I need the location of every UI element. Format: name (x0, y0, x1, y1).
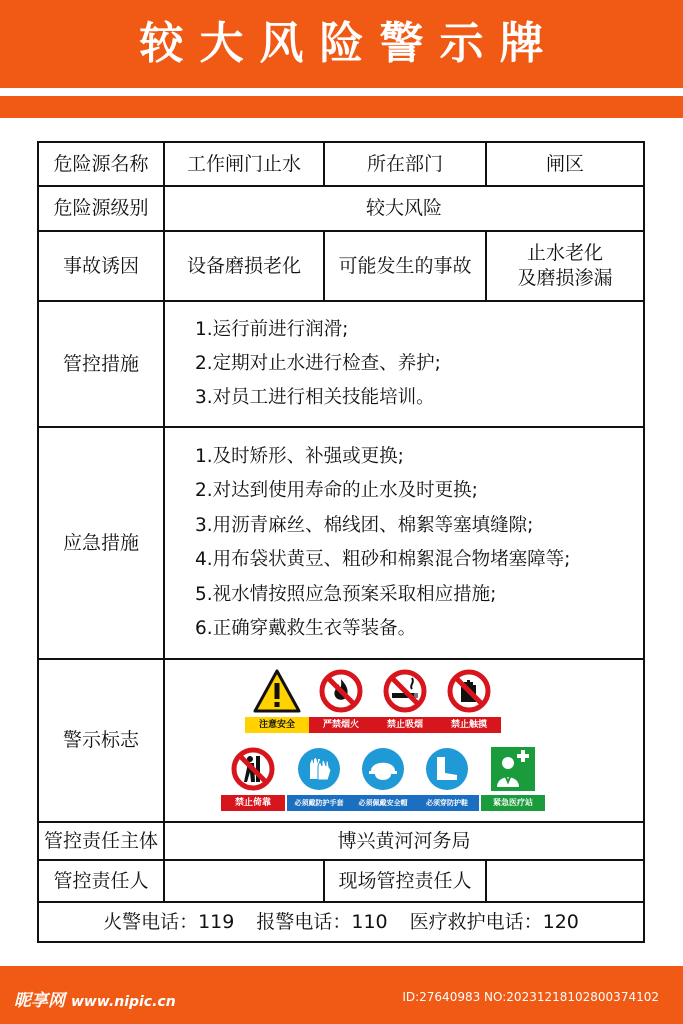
sign-helmet-label: 必须佩戴安全帽 (351, 795, 415, 811)
responsible-entity-value: 博兴黄河河务局 (165, 823, 643, 861)
sign-no-leaning-label: 禁止倚靠 (221, 795, 285, 811)
possible-accident-line1: 止水老化 (526, 242, 603, 264)
list-item: 2.对达到使用寿命的止水及时更换; (195, 480, 478, 501)
emergency-list (165, 428, 643, 660)
list-item: 6.正确穿戴救生衣等装备。 (195, 618, 417, 639)
hazard-name-value: 工作闸门止水 (165, 143, 325, 187)
gloves-icon (296, 746, 342, 792)
header-band (0, 0, 683, 88)
warning-signs-label: 警示标志 (39, 660, 165, 823)
site-person-value (487, 861, 643, 903)
list-item: 1.运行前进行润滑; (195, 319, 349, 340)
list-item: 2.定期对止水进行检查、养护; (195, 353, 441, 374)
list-item: 3.用沥青麻丝、棉线团、棉絮等塞填缝隙; (195, 514, 534, 536)
cause-value: 设备磨损老化 (165, 232, 325, 302)
sign-no-leaning (221, 746, 285, 811)
sign-caution-label: 注意安全 (245, 717, 309, 733)
sign-gloves-label: 必须戴防护手套 (287, 795, 351, 811)
sign-no-fire (309, 668, 373, 733)
list-item: 5.视水情按照应急预案采取相应措施; (195, 583, 497, 605)
possible-accident-label: 可能发生的事故 (325, 232, 487, 302)
watermark (14, 986, 176, 1011)
warning-signs-panel (165, 660, 643, 823)
no-smoking-icon (382, 668, 428, 714)
cause-label: 事故诱因 (39, 232, 165, 302)
emergency-phones (39, 903, 643, 941)
caution-triangle-icon (252, 668, 302, 714)
fire-phone: 火警电话：119 (103, 910, 235, 933)
responsible-person-value (165, 861, 325, 903)
sign-helmet (351, 746, 415, 811)
hazard-name-label: 危险源名称 (39, 143, 165, 187)
control-label: 管控措施 (39, 302, 165, 428)
sign-boots-label: 必须穿防护鞋 (415, 795, 479, 811)
boots-icon (424, 746, 470, 792)
no-touch-icon (446, 668, 492, 714)
level-value: 较大风险 (165, 187, 643, 232)
list-item: 4.用布袋状黄豆、粗砂和棉絮混合物堵塞障等; (195, 549, 571, 570)
site-person-label: 现场管控责任人 (325, 861, 487, 903)
possible-accident-value (487, 232, 643, 302)
sign-gloves (287, 746, 351, 811)
sign-no-touch (437, 668, 501, 733)
list-item: 3.对员工进行相关技能培训。 (195, 387, 435, 408)
sign-no-fire-label: 严禁烟火 (309, 717, 373, 733)
page-title: 较大风险警示牌 (139, 18, 560, 69)
medical-station-icon (490, 746, 536, 792)
emergency-label: 应急措施 (39, 428, 165, 660)
control-list (165, 302, 643, 428)
sign-medical-station (481, 746, 545, 811)
no-fire-icon (318, 668, 364, 714)
medical-phone: 医疗救护电话：120 (409, 910, 579, 933)
header-stripe (0, 96, 683, 118)
sign-medical-station-label: 紧急医疗站 (481, 795, 545, 811)
level-label: 危险源级别 (39, 187, 165, 232)
department-label: 所在部门 (325, 143, 487, 187)
sign-no-smoking-label: 禁止吸烟 (373, 717, 437, 733)
watermark-brand: 昵享网 (14, 991, 65, 1011)
risk-table (37, 141, 645, 943)
helmet-icon (360, 746, 406, 792)
sign-no-touch-label: 禁止触摸 (437, 717, 501, 733)
sign-boots (415, 746, 479, 811)
responsible-person-label: 管控责任人 (39, 861, 165, 903)
department-value: 闸区 (487, 143, 643, 187)
list-item: 1.及时矫形、补强或更换; (195, 445, 404, 467)
responsible-entity-label: 管控责任主体 (39, 823, 165, 861)
image-id: ID:27640983 NO:20231218102800374102 (402, 990, 659, 1004)
sign-no-smoking (373, 668, 437, 733)
no-leaning-icon (230, 746, 276, 792)
possible-accident-line2: 及磨损渗漏 (517, 267, 613, 289)
police-phone: 报警电话：110 (256, 910, 388, 933)
watermark-site: www.nipic.cn (71, 994, 176, 1010)
sign-caution (245, 668, 309, 733)
